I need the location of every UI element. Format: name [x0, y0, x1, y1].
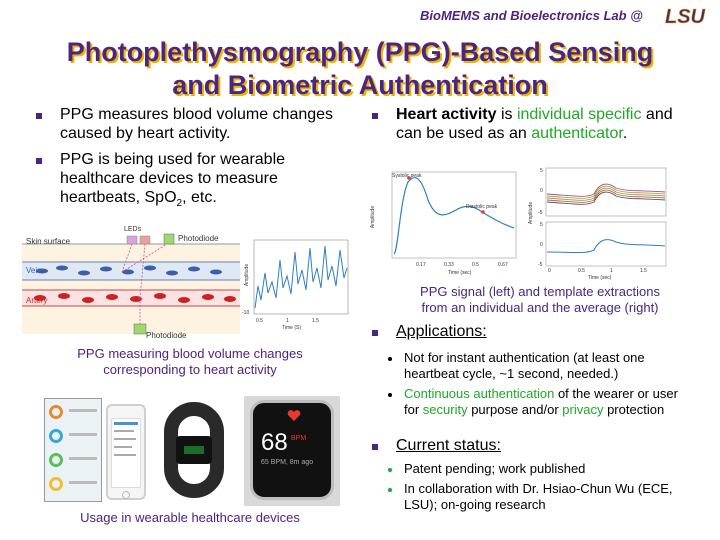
sub-bullet-marker — [388, 488, 392, 492]
watch-last-reading: 65 BPM, 8m ago — [261, 459, 314, 466]
lsu-logo-text: LSU — [665, 6, 705, 26]
beat-xtick: 0.67 — [498, 262, 508, 268]
fitness-band — [150, 396, 242, 504]
template-ytick: 0 — [540, 188, 543, 194]
smartwatch — [244, 396, 340, 506]
ring-chart-icon — [49, 453, 63, 467]
bullet-marker — [372, 113, 378, 119]
photodiode-top-label: Photodiode — [178, 234, 219, 243]
signal-xtick: 0.5 — [256, 318, 263, 324]
application-not-instant: Not for instant authentication (at least one heartbeat cycle, ~1 second, needed.) — [404, 350, 645, 381]
ring-chart-icon — [49, 477, 63, 491]
application-continuous-auth: Continuous authentication of the wearer or user for security purpose and/or privacy protection — [404, 386, 678, 417]
bullet-marker — [372, 444, 378, 450]
bullet-heart-activity: Heart activity is individual specific and can be used as an authenticator. — [396, 106, 673, 142]
ppg-signal-chart — [246, 238, 352, 324]
tablet-dashboard — [44, 398, 102, 502]
page-title — [0, 36, 720, 102]
template-xtick: 0.5 — [578, 268, 585, 274]
caption-ppg-measuring: PPG measuring blood volume changes corresponding to heart activity — [77, 346, 303, 377]
title-line-1: Photoplethysmography (PPG)-Based Sensing — [66, 37, 654, 67]
template-xtick: 0 — [548, 268, 551, 274]
heart-icon — [287, 409, 301, 421]
applications-heading: Applications: — [396, 323, 487, 340]
ring-chart-icon — [49, 429, 63, 443]
bullet-marker — [372, 330, 378, 336]
signal-xtick: 1.5 — [312, 318, 319, 324]
sub-bullet-marker — [388, 468, 392, 472]
leds-label: LEDs — [124, 226, 142, 233]
beat-xtick: 0.33 — [444, 262, 454, 268]
ppg-template-chart — [536, 164, 670, 274]
photodiode-bottom-label: Photodiode — [146, 331, 187, 340]
template-xtick: 1 — [610, 268, 613, 274]
template-ytick: 5 — [540, 222, 543, 228]
watch-bpm-value: 68 — [261, 429, 288, 456]
ring-chart-icon — [49, 405, 63, 419]
systolic-peak-label: Systolic peak — [392, 173, 422, 179]
watch-bpm-unit: BPM — [291, 435, 307, 442]
beat-ylabel: Amplitude — [370, 205, 377, 229]
status-collaboration: In collaboration with Dr. Hsiao-Chun Wu (ECE, LSU); on-going research — [404, 481, 673, 512]
template-xtick: 1.5 — [640, 268, 647, 274]
bullet-marker — [36, 113, 42, 119]
signal-ytick: -10 — [242, 310, 250, 316]
diastolic-peak-label: Diastolic peak — [466, 204, 498, 210]
template-ylabel: Amplitude — [528, 201, 535, 225]
template-ytick: -5 — [538, 210, 543, 216]
status-heading: Current status: — [396, 437, 501, 454]
template-ytick: 5 — [540, 168, 543, 174]
bullet-ppg-measures: PPG measures blood volume changes caused by heart activity. — [60, 106, 334, 142]
skin-surface-label: Skin surface — [26, 237, 71, 246]
lsu-logo — [656, 6, 714, 26]
beat-xtick: 0.17 — [416, 262, 426, 268]
title-line-2: and Biometric Authentication — [172, 70, 548, 100]
artery-label: Artery — [26, 296, 48, 305]
bullet-marker — [36, 158, 42, 164]
signal-xlabel: Time (S) — [282, 325, 301, 331]
vein-label: Vein — [26, 266, 42, 275]
bullet-ppg-wearable: PPG is being used for wearable healthcare devices to measure heartbeats, SpO$_2$, etc. — [60, 151, 286, 210]
caption-wearable-usage: Usage in wearable healthcare devices — [80, 510, 300, 525]
beat-xlabel: Time (sec) — [448, 270, 472, 276]
signal-ylabel: Amplitude — [244, 263, 251, 287]
signal-xtick: 1 — [286, 318, 289, 324]
template-ytick: 0 — [540, 242, 543, 248]
template-ytick: -5 — [538, 262, 543, 268]
beat-xtick: 0.5 — [472, 262, 479, 268]
caption-ppg-signal-templates: PPG signal (left) and template extractions from an individual and the average (right) — [420, 284, 660, 315]
status-patent: Patent pending; work published — [404, 461, 586, 476]
smartphone — [106, 404, 146, 500]
sub-bullet-marker — [388, 393, 392, 397]
lab-name: BioMEMS and Bioelectronics Lab @ — [420, 8, 643, 23]
template-xlabel: Time (sec) — [588, 275, 612, 281]
ppg-beat-chart — [382, 170, 520, 274]
sub-bullet-marker — [388, 357, 392, 361]
wearable-devices-image — [44, 396, 340, 506]
